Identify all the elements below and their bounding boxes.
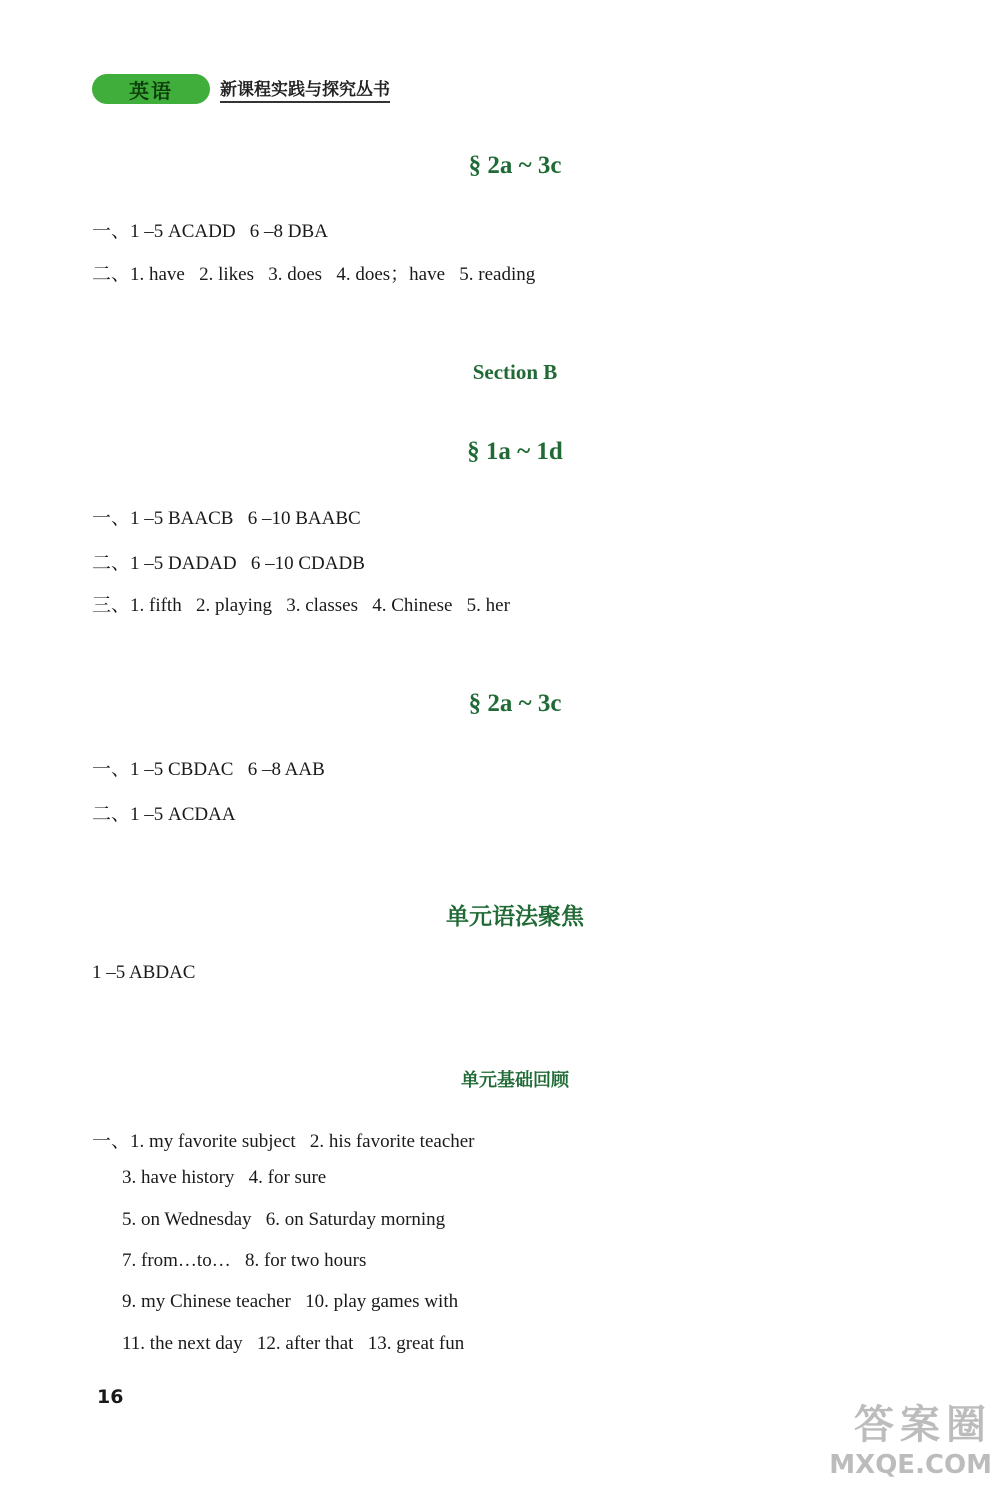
answer-line: 11. the next day 12. after that 13. great fun bbox=[122, 1333, 465, 1354]
section-title: 单元基础回顾 bbox=[461, 1070, 569, 1091]
answer-line: 一、1 –5 BAACB 6 –10 BAABC bbox=[92, 508, 361, 529]
watermark bbox=[762, 1393, 992, 1493]
answer-line: 一、1. my favorite subject 2. his favorite teacher bbox=[92, 1131, 475, 1152]
answer-line: 二、1 –5 DADAD 6 –10 CDADB bbox=[92, 553, 365, 574]
watermark-line2: MXQE.COM bbox=[829, 1450, 992, 1480]
section-title: § 2a ~ 3c bbox=[468, 152, 562, 179]
section-title: § 2a ~ 3c bbox=[468, 690, 562, 717]
answer-line: 1 –5 ABDAC bbox=[92, 962, 196, 983]
answer-line: 9. my Chinese teacher 10. play games with bbox=[122, 1291, 459, 1312]
subject-badge: 英语 bbox=[92, 74, 210, 104]
answer-line: 二、1. have 2. likes 3. does 4. does；have 5. reading bbox=[92, 264, 536, 285]
answer-line: 一、1 –5 ACADD 6 –8 DBA bbox=[92, 221, 328, 242]
answer-line: 5. on Wednesday 6. on Saturday morning bbox=[122, 1209, 446, 1230]
answer-line: 7. from…to… 8. for two hours bbox=[122, 1250, 367, 1271]
section-title: 单元语法聚焦 bbox=[446, 904, 584, 930]
section-title: § 1a ~ 1d bbox=[467, 438, 563, 465]
answer-line: 一、1 –5 CBDAC 6 –8 AAB bbox=[92, 759, 325, 780]
page-number: 16 bbox=[97, 1386, 124, 1408]
series-title: 新课程实践与探究丛书 bbox=[220, 75, 390, 103]
answer-line: 二、1 –5 ACDAA bbox=[92, 804, 236, 825]
section-title: Section B bbox=[472, 360, 558, 384]
answer-line: 三、1. fifth 2. playing 3. classes 4. Chinese 5. her bbox=[92, 595, 510, 616]
page-header bbox=[92, 74, 390, 104]
watermark-line1: 答案圈 bbox=[854, 1402, 992, 1448]
answer-line: 3. have history 4. for sure bbox=[122, 1167, 327, 1188]
